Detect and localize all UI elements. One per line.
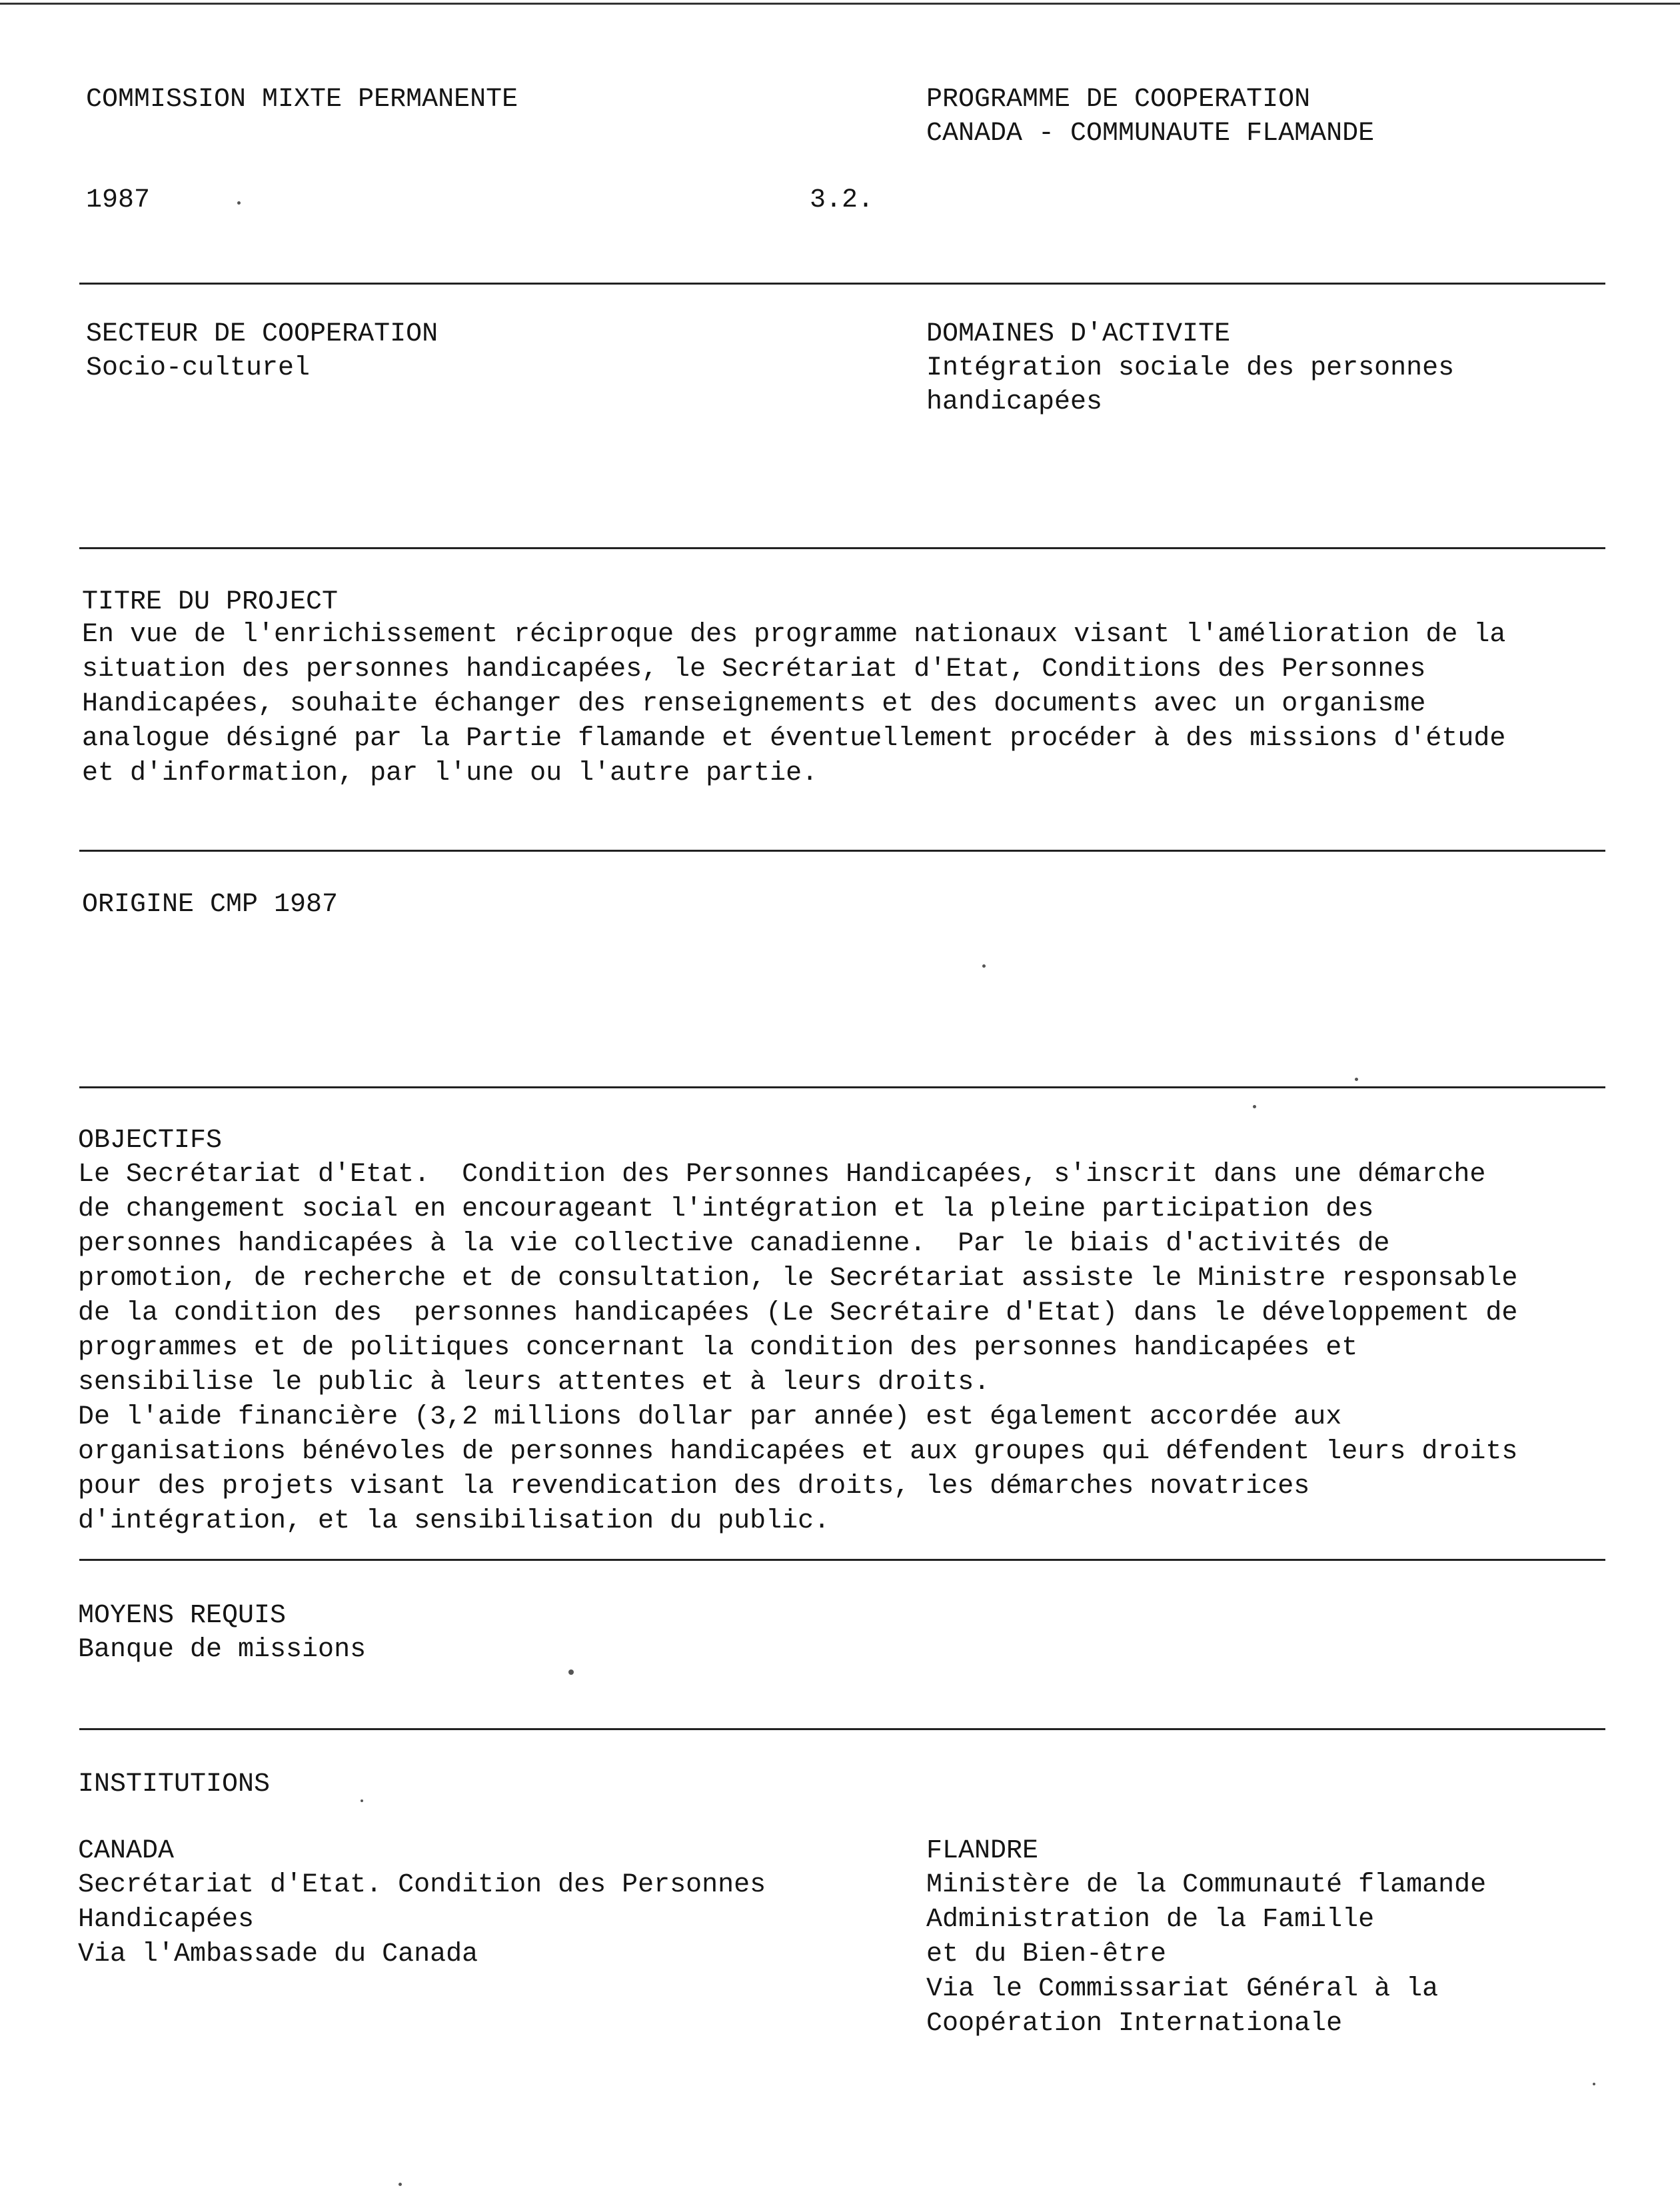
paragraph-line: Handicapées, souhaite échanger des renseignements et des documents avec un organisme xyxy=(82,689,1426,719)
institution-line: et du Bien-être xyxy=(926,1939,1167,1969)
objectives-paragraph xyxy=(78,1158,1517,1539)
scan-speck xyxy=(982,964,986,968)
paragraph-line: promotion, de recherche et de consultation, le Secrétariat assiste le Ministre responsable xyxy=(78,1264,1518,1294)
institution-line: Coopération Internationale xyxy=(926,2009,1343,2039)
means-value: Banque de missions xyxy=(78,1635,367,1665)
flandre-heading: FLANDRE xyxy=(926,1836,1039,1866)
means-label: MOYENS REQUIS xyxy=(78,1601,287,1631)
domains-label: DOMAINES D'ACTIVITE xyxy=(926,319,1231,349)
scan-speck xyxy=(237,201,241,205)
project-title-label: TITRE DU PROJECT xyxy=(82,587,339,617)
paragraph-line: En vue de l'enrichissement réciproque des programme nationaux visant l'amélioration de la xyxy=(82,620,1506,650)
paragraph-line: situation des personnes handicapées, le Secrétariat d'Etat, Conditions des Personnes xyxy=(82,654,1426,684)
paragraph-line: organisations bénévoles de personnes handicapées et aux groupes qui défendent leurs droits xyxy=(78,1437,1518,1467)
divider-rule xyxy=(79,1728,1605,1730)
commission-title: COMMISSION MIXTE PERMANENTE xyxy=(86,85,518,115)
paragraph-line: programmes et de politiques concernant la condition des personnes handicapées et xyxy=(78,1333,1358,1363)
institution-line: Via le Commissariat Général à la xyxy=(926,1974,1439,2004)
scan-speck xyxy=(361,1799,363,1802)
paragraph-line: Le Secrétariat d'Etat. Condition des Personnes Handicapées, s'inscrit dans une démarche xyxy=(78,1160,1486,1190)
sector-label: SECTEUR DE COOPERATION xyxy=(86,319,438,349)
scan-speck xyxy=(1355,1078,1358,1081)
document-year: 1987 xyxy=(86,185,151,215)
origin-label: ORIGINE CMP 1987 xyxy=(82,890,339,920)
institution-line: Administration de la Famille xyxy=(926,1905,1375,1935)
paragraph-line: personnes handicapées à la vie collective canadienne. Par le biais d'activités de xyxy=(78,1229,1390,1259)
flandre-institution xyxy=(926,1868,1486,2041)
divider-rule xyxy=(79,850,1605,852)
scan-speck xyxy=(1593,2083,1595,2085)
divider-rule xyxy=(79,283,1605,285)
institution-line: Via l'Ambassade du Canada xyxy=(78,1939,478,1969)
program-title-line2: CANADA - COMMUNAUTE FLAMANDE xyxy=(926,119,1375,149)
paragraph-line: analogue désigné par la Partie flamande et éventuellement procéder à des missions d'étude xyxy=(82,724,1506,754)
section-number: 3.2. xyxy=(810,185,874,215)
paragraph-line: sensibilise le public à leurs attentes et à leurs droits. xyxy=(78,1368,990,1398)
scan-top-edge xyxy=(0,3,1680,5)
scan-speck xyxy=(568,1669,574,1675)
paragraph-line: d'intégration, et la sensibilisation du public. xyxy=(78,1506,830,1536)
program-title-line1: PROGRAMME DE COOPERATION xyxy=(926,85,1311,115)
institution-line: Ministère de la Communauté flamande xyxy=(926,1870,1487,1900)
project-title-paragraph xyxy=(82,618,1505,791)
canada-heading: CANADA xyxy=(78,1836,175,1866)
institutions-label: INSTITUTIONS xyxy=(78,1769,271,1799)
paragraph-line: De l'aide financière (3,2 millions dollar par année) est également accordée aux xyxy=(78,1402,1342,1432)
paragraph-line: de la condition des personnes handicapées (Le Secrétaire d'Etat) dans le développement de xyxy=(78,1298,1518,1328)
canada-institution xyxy=(78,1868,766,1972)
domains-value-line2: handicapées xyxy=(926,387,1103,417)
institution-line: Handicapées xyxy=(78,1905,255,1935)
paragraph-line: pour des projets visant la revendication des droits, les démarches novatrices xyxy=(78,1472,1310,1502)
scan-speck xyxy=(1253,1105,1256,1108)
divider-rule xyxy=(79,1559,1605,1561)
divider-rule xyxy=(79,547,1605,549)
paragraph-line: de changement social en encourageant l'intégration et la pleine participation des xyxy=(78,1194,1374,1224)
paragraph-line: et d'information, par l'une ou l'autre partie. xyxy=(82,758,818,788)
scan-speck xyxy=(399,2183,402,2186)
sector-value: Socio-culturel xyxy=(86,353,311,383)
divider-rule xyxy=(79,1086,1605,1088)
institution-line: Secrétariat d'Etat. Condition des Personnes xyxy=(78,1870,766,1900)
objectives-label: OBJECTIFS xyxy=(78,1126,223,1156)
domains-value-line1: Intégration sociale des personnes xyxy=(926,353,1455,383)
